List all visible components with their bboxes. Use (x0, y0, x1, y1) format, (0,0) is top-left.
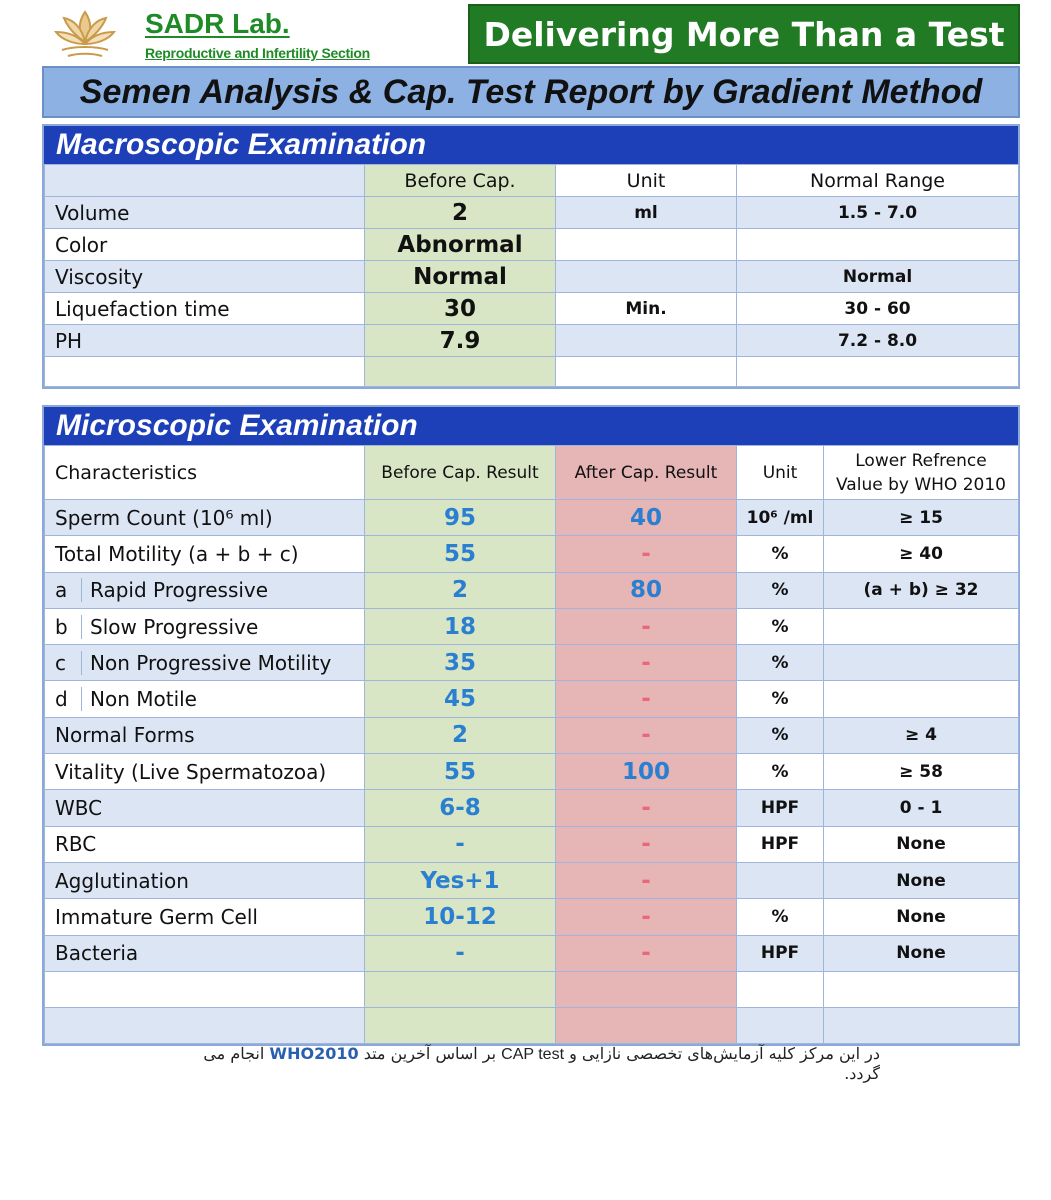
micro-header-characteristics: Characteristics (45, 446, 365, 500)
micro-name: Sperm Count (10⁶ ml) (45, 500, 365, 536)
micro-after: - (556, 536, 737, 572)
micro-name-cell (45, 645, 365, 681)
table-row (45, 681, 1019, 717)
macro-name: Color (45, 229, 365, 261)
macroscopic-table (44, 164, 1019, 387)
micro-unit: % (737, 681, 824, 717)
micro-after: - (556, 608, 737, 644)
macro-unit (556, 325, 737, 357)
micro-header-ref-line1: Lower Refrence (855, 450, 987, 471)
micro-unit: % (737, 536, 824, 572)
micro-before: 6-8 (365, 790, 556, 826)
micro-unit: HPF (737, 826, 824, 862)
micro-after: 100 (556, 754, 737, 790)
macro-header-unit: Unit (556, 165, 737, 197)
micro-header-after: After Cap. Result (556, 446, 737, 500)
macro-range: 7.2 - 8.0 (737, 325, 1019, 357)
micro-ref (824, 645, 1019, 681)
micro-unit: % (737, 645, 824, 681)
table-row (45, 826, 1019, 862)
micro-after: - (556, 899, 737, 935)
micro-before: 35 (365, 645, 556, 681)
micro-after: - (556, 826, 737, 862)
micro-ref: None (824, 826, 1019, 862)
micro-ref: 0 - 1 (824, 790, 1019, 826)
macro-range: Normal (737, 261, 1019, 293)
macro-name: Viscosity (45, 261, 365, 293)
slogan-banner: Delivering More Than a Test (468, 4, 1020, 64)
macroscopic-section (42, 124, 1020, 389)
micro-letter: b (55, 615, 82, 639)
macro-unit (556, 229, 737, 261)
micro-ref: ≥ 40 (824, 536, 1019, 572)
micro-name-cell (45, 572, 365, 608)
micro-after: - (556, 645, 737, 681)
micro-before: - (365, 935, 556, 971)
micro-name: Immature Germ Cell (45, 899, 365, 935)
micro-letter: a (55, 578, 82, 602)
macroscopic-header-row (45, 165, 1019, 197)
microscopic-title: Microscopic Examination (44, 407, 1018, 445)
macro-name: Liquefaction time (45, 293, 365, 325)
table-row (45, 935, 1019, 971)
microscopic-header-row (45, 446, 1019, 500)
microscopic-rows (45, 500, 1019, 1044)
micro-ref: ≥ 58 (824, 754, 1019, 790)
table-row (45, 572, 1019, 608)
micro-after: - (556, 681, 737, 717)
lotus-logo-icon (54, 6, 116, 64)
report-title: Semen Analysis & Cap. Test Report by Gradient Method (42, 66, 1020, 118)
footer-cap: CAP test (501, 1046, 565, 1063)
micro-after: - (556, 790, 737, 826)
micro-header-unit: Unit (737, 446, 824, 500)
micro-unit (737, 862, 824, 898)
micro-after: - (556, 717, 737, 753)
micro-header-before: Before Cap. Result (365, 446, 556, 500)
micro-before: 2 (365, 717, 556, 753)
micro-after: 80 (556, 572, 737, 608)
table-row-empty (45, 971, 1019, 1007)
macro-header-range: Normal Range (737, 165, 1019, 197)
report-header (42, 2, 1020, 64)
micro-name-cell (45, 608, 365, 644)
table-row (45, 608, 1019, 644)
macro-header-before: Before Cap. (365, 165, 556, 197)
micro-unit: HPF (737, 790, 824, 826)
table-row (45, 536, 1019, 572)
table-row (45, 325, 1019, 357)
micro-ref: ≥ 4 (824, 717, 1019, 753)
table-row (45, 229, 1019, 261)
micro-before: Yes+1 (365, 862, 556, 898)
micro-unit: % (737, 754, 824, 790)
micro-before: 55 (365, 754, 556, 790)
macro-range (737, 229, 1019, 261)
table-row (45, 862, 1019, 898)
micro-unit: % (737, 899, 824, 935)
micro-unit: 10⁶ /ml (737, 500, 824, 536)
macro-unit (556, 261, 737, 293)
macro-range: 1.5 - 7.0 (737, 197, 1019, 229)
macro-range: 30 - 60 (737, 293, 1019, 325)
table-row (45, 717, 1019, 753)
micro-before: 55 (365, 536, 556, 572)
macro-value: Normal (365, 261, 556, 293)
table-row (45, 645, 1019, 681)
macro-value: 2 (365, 197, 556, 229)
footer-part3: انجام می گردد. (203, 1044, 880, 1083)
micro-name: RBC (45, 826, 365, 862)
micro-before: 2 (365, 572, 556, 608)
micro-unit: % (737, 572, 824, 608)
micro-before: 18 (365, 608, 556, 644)
microscopic-table (44, 445, 1019, 1044)
micro-before: 10-12 (365, 899, 556, 935)
micro-name: Normal Forms (45, 717, 365, 753)
macro-header-blank (45, 165, 365, 197)
micro-name: Non Motile (90, 687, 197, 712)
macro-name: PH (45, 325, 365, 357)
table-row (45, 790, 1019, 826)
micro-name: Slow Progressive (90, 614, 259, 639)
table-row (45, 754, 1019, 790)
micro-ref (824, 608, 1019, 644)
micro-ref: ≥ 15 (824, 500, 1019, 536)
micro-after: - (556, 862, 737, 898)
macro-unit: ml (556, 197, 737, 229)
macro-value: 30 (365, 293, 556, 325)
micro-before: - (365, 826, 556, 862)
micro-letter: d (55, 687, 82, 711)
micro-ref: None (824, 935, 1019, 971)
micro-name: Bacteria (45, 935, 365, 971)
micro-letter: c (55, 651, 82, 675)
footer-part2: بر اساس آخرین متد (363, 1044, 497, 1063)
micro-unit: HPF (737, 935, 824, 971)
macroscopic-title: Macroscopic Examination (44, 126, 1018, 164)
macro-value: Abnormal (365, 229, 556, 261)
table-row-empty (45, 357, 1019, 387)
micro-unit: % (737, 717, 824, 753)
macro-value: 7.9 (365, 325, 556, 357)
table-row (45, 500, 1019, 536)
lab-section: Reproductive and Infertility Section (145, 45, 370, 61)
micro-ref: None (824, 899, 1019, 935)
footer-note (170, 1044, 880, 1083)
micro-unit: % (737, 608, 824, 644)
micro-header-ref (824, 446, 1019, 500)
macro-name: Volume (45, 197, 365, 229)
table-row (45, 899, 1019, 935)
micro-ref: None (824, 862, 1019, 898)
micro-before: 45 (365, 681, 556, 717)
micro-name: Total Motility (a + b + c) (45, 536, 365, 572)
micro-ref (824, 681, 1019, 717)
table-row (45, 197, 1019, 229)
table-row-empty (45, 1008, 1019, 1044)
micro-ref: (a + b) ≥ 32 (824, 572, 1019, 608)
micro-after: - (556, 935, 737, 971)
table-row (45, 293, 1019, 325)
micro-name: Rapid Progressive (90, 578, 269, 603)
micro-after: 40 (556, 500, 737, 536)
lab-name: SADR Lab. (145, 8, 290, 39)
micro-name: Non Progressive Motility (90, 650, 332, 675)
micro-header-ref-line2: Value by WHO 2010 (836, 474, 1006, 495)
micro-name: Agglutination (45, 862, 365, 898)
micro-name: WBC (45, 790, 365, 826)
footer-who: WHO2010 (269, 1044, 359, 1063)
microscopic-section (42, 405, 1020, 1046)
micro-before: 95 (365, 500, 556, 536)
micro-name-cell (45, 681, 365, 717)
table-row (45, 261, 1019, 293)
macro-unit: Min. (556, 293, 737, 325)
micro-name: Vitality (Live Spermatozoa) (45, 754, 365, 790)
footer-part1: در این مرکز کلیه آزمایش‌های تخصصی نازایی و (569, 1044, 880, 1063)
